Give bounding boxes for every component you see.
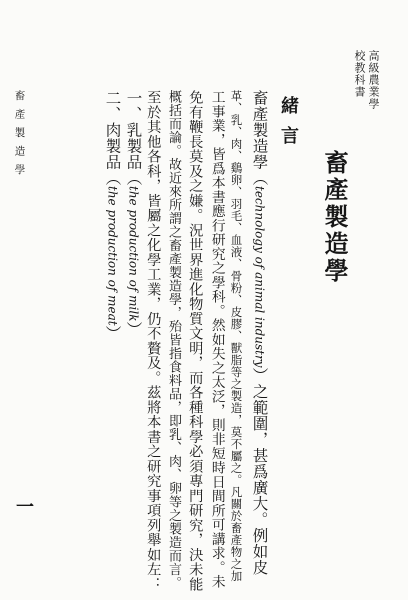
text-segment: 一、乳製品（ xyxy=(124,90,143,186)
book-title: 畜產製造學 xyxy=(320,150,349,285)
text-segment: ） xyxy=(103,325,122,342)
running-title: 畜產製造學 xyxy=(13,90,26,183)
text-segment: ） xyxy=(124,321,143,338)
paragraph-line-1 xyxy=(251,90,267,576)
english-term: technology of animal industry xyxy=(252,186,267,368)
list-item-meat-products xyxy=(104,90,120,342)
text-segment: 二、肉製品（ xyxy=(103,90,122,186)
section-heading: 緒言 xyxy=(278,96,299,156)
page-number: 一 xyxy=(13,497,34,515)
paragraph-line-3: 工事業，皆爲本書應行研究之學科。然如失之太泛，則非短時日間所可講求。未 xyxy=(208,90,225,589)
series-label-line-1: 高級農業學 xyxy=(367,50,380,110)
series-label-line-2: 校教科書 xyxy=(353,50,366,98)
text-segment: ）之範圍，甚爲廣大。例如皮 xyxy=(250,367,269,576)
list-item-milk-products xyxy=(125,90,141,337)
english-term: the production of meat xyxy=(105,186,120,326)
paragraph-line-5: 概括而論。故近來所謂之畜產製造學，殆皆指食料品，即乳、肉、卵等之製造而言。 xyxy=(166,90,181,590)
text-segment: 畜產製造學（ xyxy=(250,90,269,186)
paragraph-line-4: 免有鞭長莫及之嫌。況世界進化物質文明，而各種科學必須專門研究，決未能 xyxy=(187,90,204,592)
paragraph-line-6: 至於其他各科，皆屬之化學工業，仍不贅及。茲將本書之研究事項列舉如左： xyxy=(145,90,162,592)
paragraph-line-2: 革、乳、肉、鷄卵、羽毛、血液、骨粉、皮膠、獸脂等之製造，莫不屬之。凡關於畜產物之加 xyxy=(229,90,244,582)
english-term: the production of milk xyxy=(126,186,141,322)
